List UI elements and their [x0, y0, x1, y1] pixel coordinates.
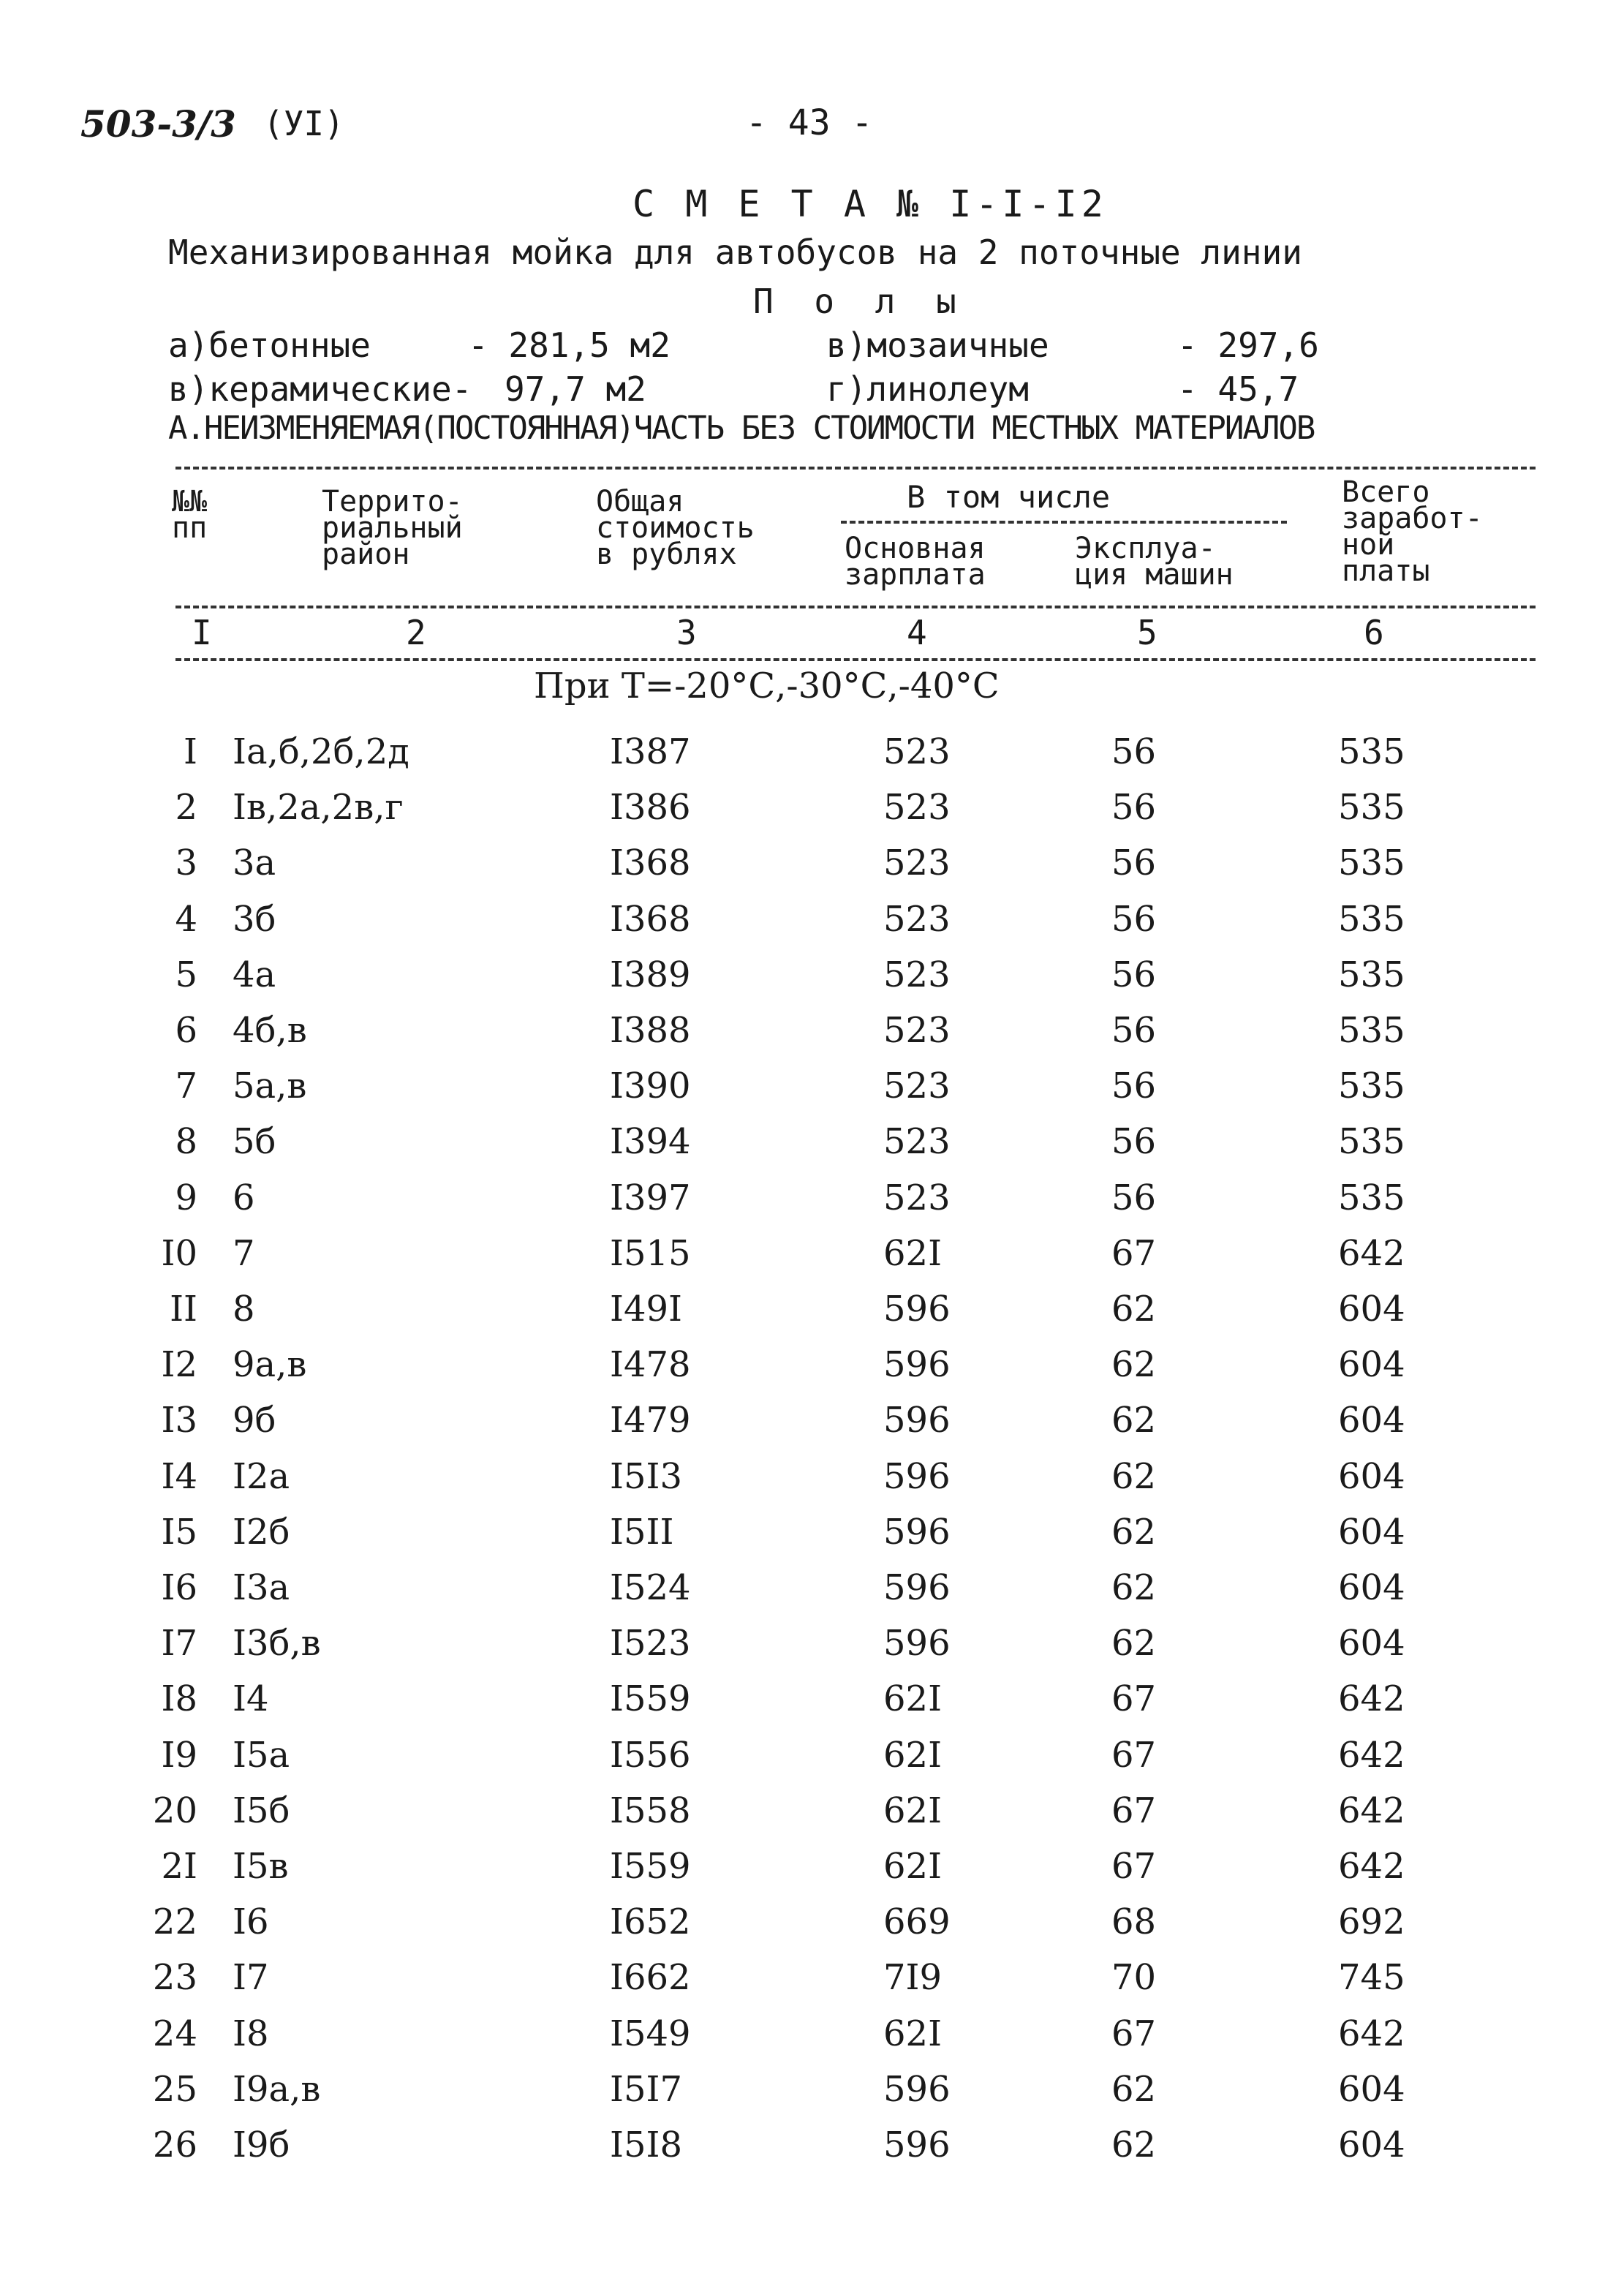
row-total-wage: 604 — [1338, 1567, 1405, 1608]
floor-linoleum-value: - 45,7 — [1177, 369, 1299, 409]
row-base-wage: 62I — [883, 1790, 943, 1831]
row-base-wage: 523 — [883, 954, 951, 995]
row-total-wage: 604 — [1338, 1344, 1405, 1386]
row-base-wage: 523 — [883, 842, 951, 884]
table-row — [0, 842, 1624, 898]
table-row — [0, 2069, 1624, 2124]
row-total-wage: 535 — [1338, 842, 1405, 884]
col-number-3: 3 — [676, 613, 697, 652]
row-region: I2б — [233, 1511, 290, 1553]
row-base-wage: 62I — [883, 1734, 943, 1776]
row-region: I5в — [233, 1846, 289, 1887]
table-row — [0, 1289, 1624, 1344]
table-row — [0, 1121, 1624, 1177]
table-row — [0, 731, 1624, 787]
row-base-wage: 62I — [883, 1232, 943, 1274]
row-region: 8 — [233, 1289, 255, 1330]
header-top-rule — [175, 467, 1536, 470]
row-total-cost: I558 — [610, 1790, 691, 1831]
row-region: I5а — [233, 1734, 290, 1776]
row-total-cost: I5I8 — [610, 2124, 682, 2165]
table-row — [0, 1678, 1624, 1734]
row-region: I7 — [233, 1957, 269, 1999]
row-number: 24 — [152, 2013, 197, 2054]
row-base-wage: 523 — [883, 1177, 951, 1218]
row-region: Iа,б,2б,2д — [233, 731, 409, 772]
header-bottom-rule — [175, 658, 1536, 661]
floor-concrete-value: - 281,5 м2 — [468, 325, 671, 365]
row-region: Iв,2а,2в,г — [233, 787, 404, 829]
row-total-cost: I523 — [610, 1623, 691, 1664]
row-region: 6 — [233, 1177, 255, 1218]
row-machine-operation: 56 — [1111, 842, 1157, 884]
row-total-wage: 642 — [1338, 1790, 1405, 1831]
row-total-wage: 642 — [1338, 1846, 1405, 1887]
row-base-wage: 596 — [883, 1567, 951, 1608]
row-total-cost: I368 — [610, 842, 691, 884]
table-row — [0, 1512, 1624, 1567]
header-mid-rule — [175, 606, 1536, 608]
row-total-cost: I515 — [610, 1232, 691, 1274]
row-region: 5б — [233, 1121, 276, 1163]
table-row — [0, 2013, 1624, 2069]
row-number: 8 — [175, 1121, 197, 1163]
table-row — [0, 1456, 1624, 1512]
row-total-wage: 642 — [1338, 1678, 1405, 1720]
row-total-cost: I397 — [610, 1177, 691, 1218]
row-machine-operation: 67 — [1111, 1790, 1157, 1831]
row-number: 6 — [175, 1010, 197, 1051]
table-row — [0, 1177, 1624, 1233]
row-total-wage: 604 — [1338, 1455, 1405, 1497]
row-machine-operation: 67 — [1111, 1678, 1157, 1720]
col-header-region: Террито- риальный район — [322, 485, 463, 571]
row-total-wage: 604 — [1338, 2068, 1405, 2110]
row-machine-operation: 56 — [1111, 787, 1157, 829]
row-total-cost: I388 — [610, 1010, 691, 1051]
table-row — [0, 1790, 1624, 1846]
row-base-wage: 596 — [883, 2124, 951, 2165]
row-total-wage: 604 — [1338, 1623, 1405, 1664]
table-row — [0, 1567, 1624, 1623]
row-machine-operation: 67 — [1111, 2013, 1157, 2054]
row-machine-operation: 56 — [1111, 731, 1157, 772]
table-row — [0, 1400, 1624, 1455]
row-total-wage: 535 — [1338, 954, 1405, 995]
row-total-wage: 604 — [1338, 2124, 1405, 2165]
row-total-cost: I387 — [610, 731, 691, 772]
table-row — [0, 1623, 1624, 1678]
row-total-cost: I559 — [610, 1678, 691, 1720]
floor-mosaic-value: - 297,6 — [1177, 325, 1319, 365]
col-header-group: В том числе — [907, 479, 1111, 515]
row-total-cost: I49I — [610, 1289, 682, 1330]
floor-ceramic-value: 97,7 м2 — [505, 369, 646, 409]
row-region: 9б — [233, 1400, 276, 1441]
row-machine-operation: 67 — [1111, 1734, 1157, 1776]
row-region: 5а,в — [233, 1066, 307, 1107]
row-machine-operation: 56 — [1111, 1121, 1157, 1163]
row-base-wage: 596 — [883, 1623, 951, 1664]
row-region: I9б — [233, 2124, 290, 2165]
col-number-4: 4 — [907, 613, 927, 652]
row-total-cost: I386 — [610, 787, 691, 829]
row-number: 25 — [152, 2068, 197, 2110]
group-header-rule — [841, 521, 1287, 524]
row-base-wage: 523 — [883, 787, 951, 829]
row-region: I8 — [233, 2013, 269, 2054]
row-region: I3б,в — [233, 1623, 321, 1664]
row-region: I9а,в — [233, 2068, 321, 2110]
row-base-wage: 523 — [883, 731, 951, 772]
row-number: 20 — [152, 1790, 197, 1831]
row-region: 7 — [233, 1232, 255, 1274]
table-row — [0, 1957, 1624, 2013]
row-total-cost: I5I3 — [610, 1455, 682, 1497]
row-machine-operation: 62 — [1111, 1567, 1157, 1608]
row-number: 2 — [175, 787, 197, 829]
document-code-suffix: (УI) — [263, 104, 344, 143]
row-total-wage: 604 — [1338, 1289, 1405, 1330]
row-base-wage: 596 — [883, 1289, 951, 1330]
floor-mosaic-label: в)мозаичные — [826, 325, 1049, 365]
row-machine-operation: 56 — [1111, 954, 1157, 995]
row-region: 4б,в — [233, 1010, 307, 1051]
row-machine-operation: 62 — [1111, 1400, 1157, 1441]
row-base-wage: 523 — [883, 898, 951, 940]
row-total-cost: I549 — [610, 2013, 691, 2054]
row-machine-operation: 62 — [1111, 1455, 1157, 1497]
row-number: 26 — [152, 2124, 197, 2165]
row-total-cost: I5I7 — [610, 2068, 682, 2110]
row-number: 2I — [161, 1846, 197, 1887]
row-base-wage: 669 — [883, 1901, 951, 1943]
col-number-2: 2 — [406, 613, 426, 652]
col-header-total-cost: Общая стоимость в рублях — [596, 485, 755, 571]
row-number: I3 — [161, 1400, 197, 1441]
row-total-wage: 535 — [1338, 1177, 1405, 1218]
col-header-total-wage: Всего заработ- ной платы — [1342, 475, 1483, 588]
row-base-wage: 596 — [883, 2068, 951, 2110]
row-number: 7 — [175, 1066, 197, 1107]
row-machine-operation: 56 — [1111, 1010, 1157, 1051]
row-machine-operation: 67 — [1111, 1232, 1157, 1274]
row-region: I4 — [233, 1678, 269, 1720]
row-machine-operation: 56 — [1111, 898, 1157, 940]
row-total-wage: 642 — [1338, 1734, 1405, 1776]
row-region: I5б — [233, 1790, 290, 1831]
row-machine-operation: 68 — [1111, 1901, 1157, 1943]
row-total-cost: I524 — [610, 1567, 691, 1608]
col-number-6: 6 — [1364, 613, 1384, 652]
col-number-1: I — [192, 613, 212, 652]
table-row — [0, 1010, 1624, 1066]
row-base-wage: 62I — [883, 1846, 943, 1887]
row-machine-operation: 56 — [1111, 1066, 1157, 1107]
row-number: 5 — [175, 954, 197, 995]
row-number: 9 — [175, 1177, 197, 1218]
row-number: I4 — [161, 1455, 197, 1497]
col-number-5: 5 — [1137, 613, 1157, 652]
row-machine-operation: 62 — [1111, 1511, 1157, 1553]
row-base-wage: 596 — [883, 1455, 951, 1497]
row-total-cost: I394 — [610, 1121, 691, 1163]
row-machine-operation: 62 — [1111, 1289, 1157, 1330]
row-region: 3б — [233, 898, 276, 940]
row-total-cost: I478 — [610, 1344, 691, 1386]
row-base-wage: 62I — [883, 1678, 943, 1720]
table-row — [0, 1233, 1624, 1289]
row-machine-operation: 62 — [1111, 1344, 1157, 1386]
row-number: II — [170, 1289, 197, 1330]
table-row — [0, 787, 1624, 842]
table-row — [0, 1066, 1624, 1121]
row-number: I0 — [161, 1232, 197, 1274]
row-number: I8 — [161, 1678, 197, 1720]
row-total-wage: 535 — [1338, 787, 1405, 829]
document-code: 503-3/3 — [80, 102, 236, 146]
col-header-base-wage: Основная зарплата — [845, 532, 986, 592]
row-number: I7 — [161, 1623, 197, 1664]
row-base-wage: 62I — [883, 2013, 943, 2054]
row-base-wage: 596 — [883, 1400, 951, 1441]
row-base-wage: 523 — [883, 1121, 951, 1163]
row-total-wage: 535 — [1338, 1121, 1405, 1163]
row-region: 9а,в — [233, 1344, 307, 1386]
col-header-number: №№ пп — [172, 485, 208, 545]
floors-heading: П о л ы — [753, 282, 967, 321]
row-base-wage: 596 — [883, 1511, 951, 1553]
row-machine-operation: 62 — [1111, 1623, 1157, 1664]
floor-ceramic-label: в)керамические- — [168, 369, 472, 409]
row-total-cost: I479 — [610, 1400, 691, 1441]
row-region: 4а — [233, 954, 276, 995]
row-region: I6 — [233, 1901, 269, 1943]
row-total-cost: I389 — [610, 954, 691, 995]
row-number: 4 — [175, 898, 197, 940]
row-machine-operation: 70 — [1111, 1957, 1157, 1999]
row-machine-operation: 62 — [1111, 2124, 1157, 2165]
floor-linoleum-label: г)линолеум — [826, 369, 1029, 409]
row-machine-operation: 56 — [1111, 1177, 1157, 1218]
row-total-wage: 535 — [1338, 898, 1405, 940]
row-machine-operation: 67 — [1111, 1846, 1157, 1887]
row-total-wage: 745 — [1338, 1957, 1405, 1999]
row-base-wage: 523 — [883, 1010, 951, 1051]
row-number: 22 — [152, 1901, 197, 1943]
row-base-wage: 523 — [883, 1066, 951, 1107]
row-number: I9 — [161, 1734, 197, 1776]
row-region: 3а — [233, 842, 276, 884]
table-row — [0, 899, 1624, 954]
estimate-subtitle: Механизированная мойка для автобусов на 2 поточные линии — [168, 233, 1302, 272]
row-number: I — [184, 731, 197, 772]
row-total-wage: 642 — [1338, 2013, 1405, 2054]
row-total-cost: I390 — [610, 1066, 691, 1107]
row-number: I5 — [161, 1511, 197, 1553]
temperature-condition: При Т=-20°С,-30°С,-40°С — [534, 666, 1000, 706]
table-row — [0, 954, 1624, 1010]
table-row — [0, 2124, 1624, 2180]
table-row — [0, 1735, 1624, 1790]
row-total-wage: 642 — [1338, 1232, 1405, 1274]
table-row — [0, 1901, 1624, 1957]
row-total-wage: 604 — [1338, 1400, 1405, 1441]
row-total-cost: I556 — [610, 1734, 691, 1776]
row-region: I2а — [233, 1455, 290, 1497]
row-region: I3а — [233, 1567, 290, 1608]
row-total-wage: 535 — [1338, 1010, 1405, 1051]
table-row — [0, 1846, 1624, 1901]
row-total-wage: 535 — [1338, 1066, 1405, 1107]
row-total-wage: 692 — [1338, 1901, 1405, 1943]
section-a-title: А.НЕИЗМЕНЯЕМАЯ(ПОСТОЯННАЯ)ЧАСТЬ БЕЗ СТОИМОСТИ МЕСТНЫХ МАТЕРИАЛОВ — [168, 410, 1315, 447]
row-base-wage: 596 — [883, 1344, 951, 1386]
table-row — [0, 1344, 1624, 1400]
row-number: 3 — [175, 842, 197, 884]
row-total-cost: I662 — [610, 1957, 691, 1999]
row-total-cost: I559 — [610, 1846, 691, 1887]
row-total-cost: I652 — [610, 1901, 691, 1943]
estimate-title: С М Е Т А № I-I-I2 — [632, 183, 1108, 225]
col-header-machine-operation: Эксплуа- ция машин — [1075, 532, 1234, 592]
floor-concrete-label: а)бетонные — [168, 325, 371, 365]
row-total-cost: I5II — [610, 1511, 674, 1553]
row-machine-operation: 62 — [1111, 2068, 1157, 2110]
row-total-wage: 535 — [1338, 731, 1405, 772]
row-number: 23 — [152, 1957, 197, 1999]
row-number: I6 — [161, 1567, 197, 1608]
page-number: - 43 - — [746, 102, 873, 143]
row-base-wage: 7I9 — [883, 1957, 943, 1999]
row-number: I2 — [161, 1344, 197, 1386]
row-total-cost: I368 — [610, 898, 691, 940]
row-total-wage: 604 — [1338, 1511, 1405, 1553]
